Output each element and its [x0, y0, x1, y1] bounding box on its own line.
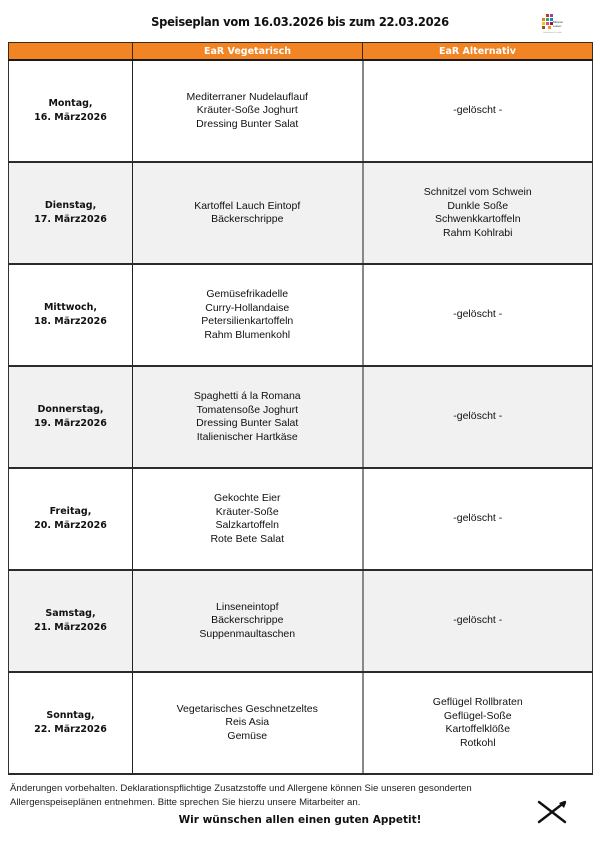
dish: Dressing Bunter Salat: [196, 417, 299, 429]
dish: Mediterraner Nudelauflauf: [186, 90, 308, 103]
vegetarisch-cell: [133, 264, 363, 366]
date: 22. März2026: [34, 724, 107, 735]
dish: Suppenmaultaschen: [199, 627, 296, 640]
dish: Reis Asia: [225, 716, 270, 729]
weekday: Donnerstag,: [37, 404, 104, 415]
dish: Rote Bete Salat: [210, 532, 285, 545]
table-row: [9, 672, 593, 774]
alternativ-cell: [363, 672, 593, 774]
dish: Rahm Blumenkohl: [204, 328, 291, 341]
dish: Rahm Kohlrabi: [443, 226, 513, 239]
header-vegetarisch: EaR Vegetarisch: [133, 43, 363, 61]
dish: Bäckerschrippe: [211, 213, 284, 225]
dish: -gelöscht -: [453, 512, 503, 525]
dish: Dressing Bunter Salat: [196, 117, 299, 130]
date: 19. März2026: [34, 418, 107, 429]
weekday: Montag,: [48, 98, 93, 109]
dish: Gekochte Eier: [213, 492, 281, 504]
weekday: Mittwoch,: [43, 302, 98, 313]
dish: Gemüse: [227, 729, 268, 742]
dish: Rotkohl: [459, 736, 496, 749]
date: 17. März2026: [34, 214, 107, 225]
dish: Kartoffel Lauch Eintopf: [194, 199, 301, 212]
alternativ-cell: [363, 570, 593, 672]
table-row: [9, 162, 593, 264]
date: 21. März2026: [34, 622, 107, 633]
weekday: Samstag,: [45, 608, 96, 619]
alternativ-cell: [363, 264, 593, 366]
table-row: [9, 366, 593, 468]
dish: Vegetarisches Geschnetzeltes: [176, 702, 318, 715]
day-cell: [9, 570, 133, 672]
note-line-2: Allergenspeiseplänen entnehmen. Bitte sprechen Sie hierzu unsere Mitarbeiter an.: [10, 797, 361, 808]
table-row: [9, 468, 593, 570]
dish: Schnitzel vom Schwein: [423, 186, 532, 198]
allergen-note: [10, 782, 530, 810]
vegetarisch-cell: [133, 162, 363, 264]
vegetarisch-cell: [133, 570, 363, 672]
dish: Kräuter-Soße Joghurt: [196, 104, 298, 117]
alternativ-cell: [363, 162, 593, 264]
alternativ-cell: [363, 60, 593, 162]
appetit-greeting: Wir wünschen allen einen guten Appetit!: [178, 814, 422, 826]
weekday: Freitag,: [49, 506, 92, 517]
dish: Kräuter-Soße: [215, 505, 279, 518]
vegetarisch-cell: [133, 60, 363, 162]
header-row: [9, 43, 593, 61]
dish: Geflügel Rollbraten: [432, 696, 523, 708]
page-title: Speiseplan vom 16.03.2026 bis zum 22.03.2026: [151, 14, 449, 29]
weekday: Sonntag,: [46, 710, 95, 721]
date: 20. März2026: [34, 520, 107, 531]
dish: Petersilienkartoffeln: [201, 315, 294, 327]
dish: Spaghetti á la Romana: [193, 390, 301, 402]
header-alternativ: EaR Alternativ: [363, 43, 593, 61]
table-row: [9, 60, 593, 162]
dish: Bäckerschrippe: [211, 614, 284, 627]
day-cell: [9, 162, 133, 264]
dish: -gelöscht -: [453, 614, 503, 627]
weekday: Dienstag,: [44, 200, 97, 211]
dish: Gemüsefrikadelle: [206, 288, 289, 300]
day-cell: [9, 468, 133, 570]
date: 16. März2026: [34, 112, 107, 123]
logo-text-1: Mission: [553, 20, 564, 24]
dish: Schwenkkartoffeln: [434, 213, 521, 225]
vegetarisch-cell: [133, 366, 363, 468]
note-line-1: Änderungen vorbehalten. Deklarationspflichtige Zusatzstoffe und Allergene können Sie unseren gesonderten: [10, 783, 472, 794]
vegetarisch-cell: [133, 468, 363, 570]
dish: Italienischer Hartkäse: [196, 430, 298, 443]
dish: Curry-Hollandaise: [205, 301, 290, 314]
day-cell: [9, 60, 133, 162]
dish: Geflügel-Soße: [443, 709, 512, 722]
cutlery-icon: [537, 800, 567, 824]
dish: -gelöscht -: [453, 308, 503, 321]
dish: Kartoffelklöße: [445, 723, 511, 735]
dish: Salzkartoffeln: [215, 519, 279, 531]
dish: Tomatensoße Joghurt: [196, 403, 299, 416]
dish: -gelöscht -: [453, 104, 503, 117]
date: 18. März2026: [34, 316, 107, 327]
logo-tagline: Gemeinsam für mehr: [543, 32, 562, 34]
header-day: [9, 43, 133, 61]
table-row: [9, 264, 593, 366]
alternativ-cell: [363, 366, 593, 468]
logo-text-2: Leben: [553, 24, 562, 28]
day-cell: [9, 672, 133, 774]
mission-leben-logo: [540, 12, 576, 38]
dish: -gelöscht -: [453, 410, 503, 423]
day-cell: [9, 366, 133, 468]
day-cell: [9, 264, 133, 366]
table-row: [9, 570, 593, 672]
dish: Linseneintopf: [216, 600, 279, 613]
vegetarisch-cell: [133, 672, 363, 774]
dish: Dunkle Soße: [447, 199, 509, 212]
menu-table: [8, 42, 593, 775]
alternativ-cell: [363, 468, 593, 570]
